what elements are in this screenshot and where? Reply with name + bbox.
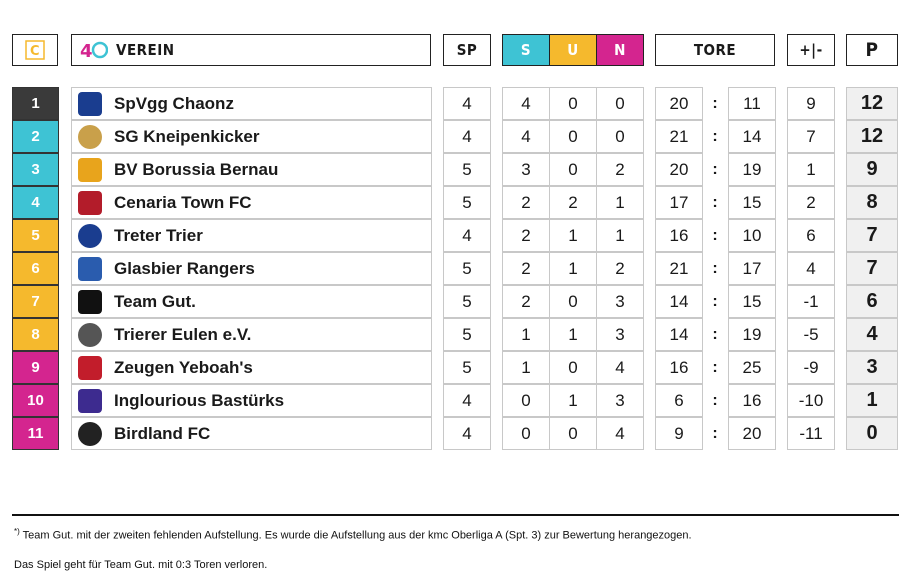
goals-against-cell: 17 xyxy=(728,252,776,285)
tiger-icon xyxy=(78,158,102,182)
draws-cell: 1 xyxy=(549,384,597,417)
svg-text:4: 4 xyxy=(80,41,94,61)
goals-for-cell: 14 xyxy=(655,318,703,351)
bird-badge-icon xyxy=(78,422,102,446)
goals-against-cell: 16 xyxy=(728,384,776,417)
rank-badge: 3 xyxy=(12,153,59,186)
losses-cell: 1 xyxy=(596,219,644,252)
draws-cell: 0 xyxy=(549,351,597,384)
team-name[interactable] xyxy=(71,318,432,351)
owl-icon xyxy=(78,323,102,347)
goals-against-cell: 19 xyxy=(728,153,776,186)
team-label: Birdland FC xyxy=(114,423,211,443)
team-label: Glasbier Rangers xyxy=(114,258,255,278)
wins-cell: 4 xyxy=(502,120,550,153)
team-name[interactable] xyxy=(71,120,432,153)
played-cell: 4 xyxy=(443,417,491,450)
points-cell: 12 xyxy=(846,120,898,153)
draws-cell: 0 xyxy=(549,285,597,318)
corner-badge xyxy=(12,34,58,66)
points-header[interactable] xyxy=(846,34,898,66)
goal-diff-cell: 4 xyxy=(787,252,835,285)
goals-against-cell: 19 xyxy=(728,318,776,351)
goals-for-cell: 6 xyxy=(655,384,703,417)
goals-against-cell: 25 xyxy=(728,351,776,384)
team-name[interactable] xyxy=(71,219,432,252)
s-header[interactable] xyxy=(502,34,550,66)
draws-cell: 0 xyxy=(549,417,597,450)
rank-badge: 9 xyxy=(12,351,59,384)
goals-colon: : xyxy=(712,292,718,310)
footnote-text-2: Das Spiel geht für Team Gut. mit 0:3 Toren verloren. xyxy=(14,559,268,571)
league-anniversary-logo xyxy=(80,39,108,61)
team-name[interactable] xyxy=(71,285,432,318)
sp-label: SP xyxy=(456,41,478,59)
team-label: Inglourious Bastürks xyxy=(114,390,285,410)
wins-cell: 0 xyxy=(502,417,550,450)
played-cell: 5 xyxy=(443,351,491,384)
rank-badge: 6 xyxy=(12,252,59,285)
wins-cell: 2 xyxy=(502,285,550,318)
goals-colon: : xyxy=(712,391,718,409)
points-cell: 9 xyxy=(846,153,898,186)
u-label: U xyxy=(567,41,579,59)
rank-badge: 2 xyxy=(12,120,59,153)
played-cell: 5 xyxy=(443,285,491,318)
losses-cell: 2 xyxy=(596,153,644,186)
footnote-2 xyxy=(14,559,267,571)
team-name[interactable] xyxy=(71,153,432,186)
striped-crest-icon xyxy=(78,356,102,380)
wins-cell: 2 xyxy=(502,219,550,252)
n-header[interactable] xyxy=(596,34,644,66)
gut-logo-icon xyxy=(78,290,102,314)
played-cell: 5 xyxy=(443,186,491,219)
draws-cell: 1 xyxy=(549,219,597,252)
goal-diff-cell: 2 xyxy=(787,186,835,219)
sp-header[interactable] xyxy=(443,34,491,66)
goals-colon: : xyxy=(712,259,718,277)
goals-against-cell: 15 xyxy=(728,186,776,219)
draws-cell: 0 xyxy=(549,153,597,186)
points-cell: 12 xyxy=(846,87,898,120)
s-label: S xyxy=(520,41,532,59)
goals-for-cell: 16 xyxy=(655,219,703,252)
goals-for-cell: 14 xyxy=(655,285,703,318)
footnote-text-1: Team Gut. mit der zweiten fehlenden Aufstellung. Es wurde die Aufstellung aus der kmc Oberliga A (Spt. 3) zur Bewertung herangezogen. xyxy=(22,529,692,542)
goals-against-cell: 11 xyxy=(728,87,776,120)
goals-colon: : xyxy=(712,127,718,145)
svg-text:C: C xyxy=(29,44,41,59)
n-label: N xyxy=(614,41,626,59)
team-label: Zeugen Yeboah's xyxy=(114,357,253,377)
team-label: SpVgg Chaonz xyxy=(114,93,234,113)
c-square-icon xyxy=(25,40,45,60)
wins-cell: 3 xyxy=(502,153,550,186)
rank-badge: 5 xyxy=(12,219,59,252)
team-name[interactable] xyxy=(71,87,432,120)
tore-label: TORE xyxy=(693,41,737,59)
goals-against-cell: 20 xyxy=(728,417,776,450)
draws-cell: 0 xyxy=(549,87,597,120)
team-label: SG Kneipenkicker xyxy=(114,126,260,146)
goals-for-cell: 17 xyxy=(655,186,703,219)
verein-label: VEREIN xyxy=(116,41,175,59)
crest-icon xyxy=(78,92,102,116)
team-label: BV Borussia Bernau xyxy=(114,159,279,179)
played-cell: 5 xyxy=(443,318,491,351)
goals-for-cell: 21 xyxy=(655,120,703,153)
team-name[interactable] xyxy=(71,384,432,417)
tore-header[interactable] xyxy=(655,34,775,66)
goal-diff-cell: -10 xyxy=(787,384,835,417)
goals-for-cell: 20 xyxy=(655,87,703,120)
goals-against-cell: 10 xyxy=(728,219,776,252)
footer-divider xyxy=(12,514,899,516)
shield-crest-icon xyxy=(78,191,102,215)
losses-cell: 3 xyxy=(596,384,644,417)
rank-badge: 10 xyxy=(12,384,59,417)
round-badge-icon xyxy=(78,257,102,281)
goal-diff-cell: 9 xyxy=(787,87,835,120)
goal-diff-cell: -11 xyxy=(787,417,835,450)
bird-shield-icon xyxy=(78,389,102,413)
points-label: P xyxy=(865,39,879,61)
played-cell: 4 xyxy=(443,120,491,153)
goals-colon: : xyxy=(712,358,718,376)
team-name[interactable] xyxy=(71,351,432,384)
wins-cell: 2 xyxy=(502,186,550,219)
played-cell: 5 xyxy=(443,252,491,285)
footnote-1 xyxy=(14,527,692,542)
wins-cell: 1 xyxy=(502,351,550,384)
played-cell: 4 xyxy=(443,87,491,120)
goals-against-cell: 14 xyxy=(728,120,776,153)
losses-cell: 0 xyxy=(596,87,644,120)
draws-cell: 1 xyxy=(549,252,597,285)
verein-header[interactable] xyxy=(71,34,431,66)
points-cell: 3 xyxy=(846,351,898,384)
rank-badge: 7 xyxy=(12,285,59,318)
goals-colon: : xyxy=(712,424,718,442)
losses-cell: 4 xyxy=(596,351,644,384)
wins-cell: 4 xyxy=(502,87,550,120)
team-label: Treter Trier xyxy=(114,225,203,245)
losses-cell: 0 xyxy=(596,120,644,153)
goals-against-cell: 15 xyxy=(728,285,776,318)
wins-cell: 2 xyxy=(502,252,550,285)
losses-cell: 2 xyxy=(596,252,644,285)
losses-cell: 1 xyxy=(596,186,644,219)
goal-diff-cell: 6 xyxy=(787,219,835,252)
diff-header[interactable] xyxy=(787,34,835,66)
goals-colon: : xyxy=(712,94,718,112)
points-cell: 1 xyxy=(846,384,898,417)
rank-badge: 4 xyxy=(12,186,59,219)
points-cell: 7 xyxy=(846,219,898,252)
team-name[interactable] xyxy=(71,417,432,450)
diff-label: +|- xyxy=(799,41,823,59)
goals-colon: : xyxy=(712,160,718,178)
team-name[interactable] xyxy=(71,252,432,285)
points-cell: 0 xyxy=(846,417,898,450)
goal-diff-cell: 7 xyxy=(787,120,835,153)
goal-diff-cell: -1 xyxy=(787,285,835,318)
round-crest-icon xyxy=(78,125,102,149)
points-cell: 7 xyxy=(846,252,898,285)
goals-colon: : xyxy=(712,226,718,244)
u-header[interactable] xyxy=(549,34,597,66)
points-cell: 8 xyxy=(846,186,898,219)
goal-diff-cell: -5 xyxy=(787,318,835,351)
losses-cell: 4 xyxy=(596,417,644,450)
losses-cell: 3 xyxy=(596,285,644,318)
team-label: Trierer Eulen e.V. xyxy=(114,324,252,344)
draws-cell: 1 xyxy=(549,318,597,351)
played-cell: 5 xyxy=(443,153,491,186)
played-cell: 4 xyxy=(443,219,491,252)
goals-colon: : xyxy=(712,325,718,343)
rank-badge: 1 xyxy=(12,87,59,120)
rank-badge: 11 xyxy=(12,417,59,450)
rank-badge: 8 xyxy=(12,318,59,351)
draws-cell: 2 xyxy=(549,186,597,219)
goals-for-cell: 9 xyxy=(655,417,703,450)
goals-for-cell: 20 xyxy=(655,153,703,186)
goals-colon: : xyxy=(712,193,718,211)
draws-cell: 0 xyxy=(549,120,597,153)
goal-diff-cell: 1 xyxy=(787,153,835,186)
goals-for-cell: 16 xyxy=(655,351,703,384)
points-cell: 6 xyxy=(846,285,898,318)
wins-cell: 1 xyxy=(502,318,550,351)
team-name[interactable] xyxy=(71,186,432,219)
footnote-mark: *) xyxy=(14,527,20,536)
ball-shield-icon xyxy=(78,224,102,248)
wins-cell: 0 xyxy=(502,384,550,417)
losses-cell: 3 xyxy=(596,318,644,351)
played-cell: 4 xyxy=(443,384,491,417)
team-label: Cenaria Town FC xyxy=(114,192,252,212)
points-cell: 4 xyxy=(846,318,898,351)
goal-diff-cell: -9 xyxy=(787,351,835,384)
team-label: Team Gut. xyxy=(114,291,196,311)
goals-for-cell: 21 xyxy=(655,252,703,285)
